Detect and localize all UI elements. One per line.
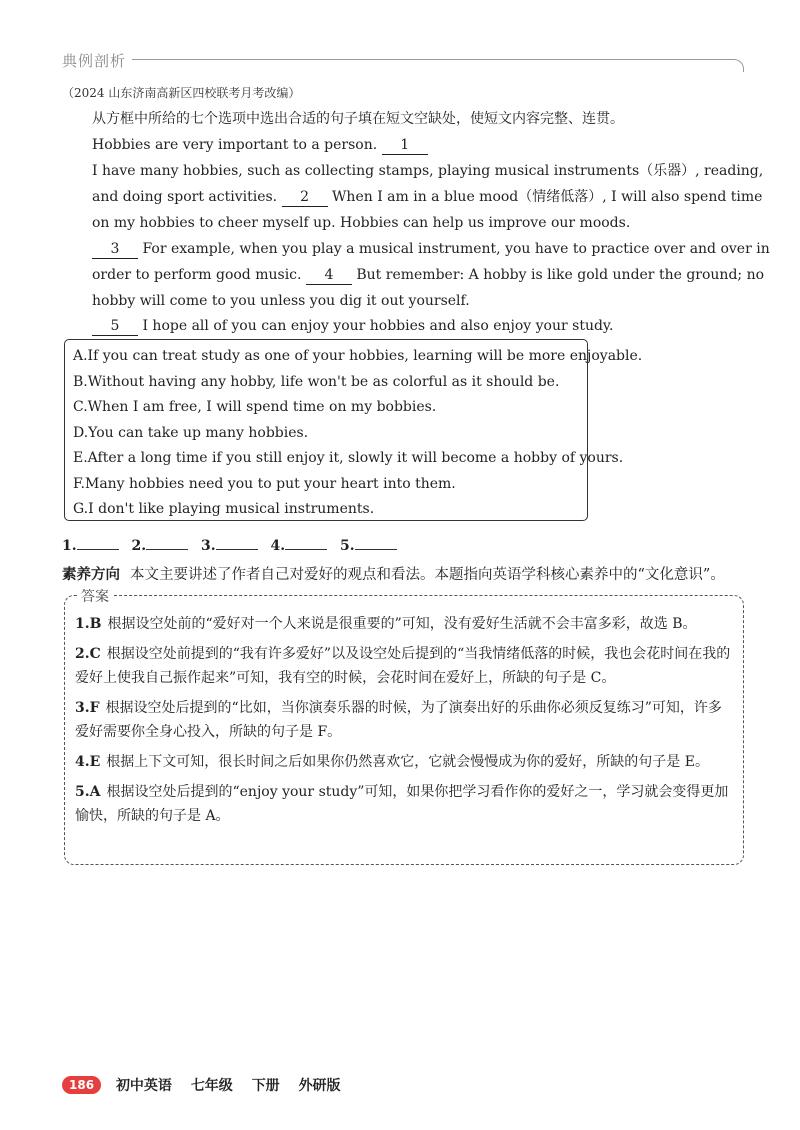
answer-slots: [62, 537, 405, 554]
passage-text: For example, when you play a musical instrument, you have to practice over and over in order to perform good music.: [92, 241, 770, 283]
answer-item-2: 2.C 根据设空处前提到的“我有许多爱好”以及设空处后提到的“当我情绪低落的时候，我也会花时间在我的爱好上使我自己振作起来”可知，我有空的时候，会花时间在爱好上，所缺的句子是 C。: [75, 646, 731, 686]
passage-text: I have many hobbies, such as collecting stamps, playing musical instruments（乐器）, reading, and doing sport activities.: [92, 163, 764, 205]
footer-subject: 初中英语: [115, 1078, 172, 1094]
option-c: C.When I am free, I will spend time on my bobbies.: [73, 399, 437, 415]
literacy-text: 本文主要讲述了作者自己对爱好的观点和看法。本题指向英语学科核心素养中的“文化意识”。: [130, 567, 725, 583]
footer-grade: 七年级: [190, 1078, 233, 1094]
passage-text: But remember: A hobby is like gold under the ground; no hobby will come to you unless you dig it out yourself.: [92, 267, 765, 309]
answer-slot: 3.: [201, 537, 258, 554]
options-box: [64, 339, 643, 521]
option-d: D.You can take up many hobbies.: [73, 424, 309, 441]
blank-1: 1: [382, 136, 428, 155]
answer-slot: 1.: [62, 537, 119, 554]
passage-paragraph-1: [62, 132, 776, 158]
blank-2: 2: [282, 188, 328, 207]
header-rule: [132, 59, 732, 60]
section-header: [62, 50, 744, 70]
answer-item-5: 5.A 根据设空处后提到的“enjoy your study”可知，如果你把学习看作你的爱好之一，学习就会变得更加愉快，所缺的句子是 A。: [75, 784, 729, 824]
option-b: B.Without having any hobby, life won't be as colorful as it should be.: [73, 373, 560, 390]
option-e: E.After a long time if you still enjoy it, slowly it will become a hobby of yours.: [73, 450, 624, 466]
literacy-note: [62, 563, 725, 584]
answer-slot: 5.: [340, 537, 397, 554]
option-f: F.Many hobbies need you to put your heart into them.: [73, 475, 456, 492]
answer-slot: 2.: [132, 537, 189, 554]
blank-3: 3: [92, 240, 138, 259]
passage-text: When I am in a blue mood（情绪低落）, I will also spend time on my hobbies to cheer myself up. Hobbies can help us improve our moods.: [92, 189, 763, 231]
option-g: G.I don't like playing musical instruments.: [73, 501, 375, 517]
footer-volume: 下册: [251, 1078, 280, 1094]
answer-item-3: 3.F 根据设空处后提到的“比如，当你演奏乐器的时候，为了演奏出好的乐曲你必须反复练习”可知，许多爱好需要你全身心投入，所缺的句子是 F。: [75, 700, 722, 740]
passage-paragraph-3: [62, 236, 776, 314]
passage-paragraph-4: [62, 313, 776, 339]
footer-edition: 外研版: [298, 1078, 341, 1094]
page-footer: [62, 1075, 355, 1095]
answer-slot: 4.: [271, 537, 328, 554]
literacy-label: 素养方向: [62, 567, 120, 583]
passage-text: I hope all of you can enjoy your hobbies and also enjoy your study.: [142, 318, 614, 334]
page-number: 186: [62, 1076, 101, 1094]
passage-text: Hobbies are very important to a person.: [92, 137, 378, 153]
instruction: 从方框中所给的七个选项中选出合适的句子填在短文空缺处，使短文内容完整、连贯。: [92, 111, 624, 127]
blank-5: 5: [92, 317, 138, 336]
question-source: （2024 山东济南高新区四校联考月考改编）: [62, 86, 301, 100]
answer-tag: 答案: [77, 586, 113, 606]
blank-4: 4: [306, 266, 352, 285]
header-rule-hook: [731, 59, 744, 72]
passage-paragraph-2: [62, 158, 776, 236]
option-a: A.If you can treat study as one of your hobbies, learning will be more enjoyable.: [73, 348, 643, 364]
answer-item-1: 1.B 根据设空处前的“爱好对一个人来说是很重要的”可知，没有爱好生活就不会丰富多彩，故选 B。: [75, 616, 697, 632]
answer-item-4: 4.E 根据上下文可知，很长时间之后如果你仍然喜欢它，它就会慢慢成为你的爱好，所缺的句子是 E。: [75, 754, 709, 770]
answer-box: [64, 589, 744, 865]
section-title: 典例剖析: [62, 52, 127, 70]
